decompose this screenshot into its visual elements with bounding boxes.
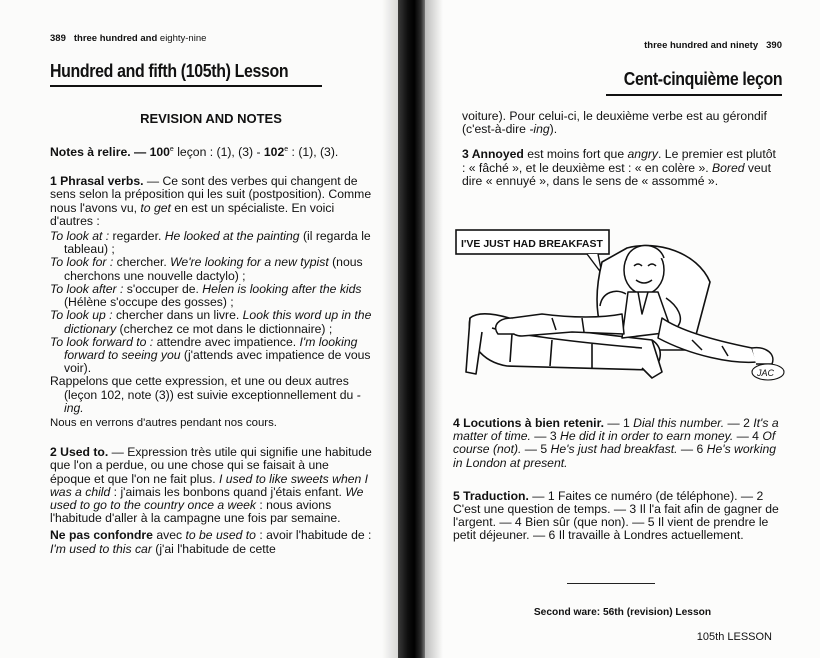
title-underline <box>606 94 782 96</box>
right-body-bottom <box>453 417 785 543</box>
section-heading: REVISION AND NOTES <box>140 111 282 126</box>
phrasal-item: To look forward to : attendre avec impatience. I'm looking forward to seeing you (j'attends avec impatience de vous voir). <box>50 334 371 376</box>
second-wave-note: Second ware: 56th (revision) Lesson <box>533 607 712 618</box>
page-number-words: three hundred and <box>73 33 158 44</box>
phrasal-item: To look up : chercher dans un livre. Look this word up in the dictionary (cherchez ce mot dans le dictionnaire) ; <box>50 308 372 336</box>
phrasal-item: To look after : s'occuper de. Helen is looking after the kids (Hélène s'occupe des gosses) ; <box>50 281 362 310</box>
footer-lesson: 105th LESSON <box>696 631 772 643</box>
page-number: 389 <box>50 33 66 44</box>
left-folio <box>50 33 206 44</box>
artist-signature <box>752 364 784 380</box>
book-gutter <box>398 0 425 658</box>
notes-paragraph: Notes à relire. — 100e leçon : (1), (3) - 102e : (1), (3). <box>50 145 339 160</box>
page-number-words: three hundred and ninety <box>644 40 759 51</box>
speech-bubble <box>456 230 609 274</box>
armchair <box>466 246 710 378</box>
right-body-top <box>462 110 782 188</box>
rappel-paragraph: Rappelons que cette expression, et une ou deux autres (leçon 102, note (3)) est suivie exceptionnellement du -ing. <box>50 374 361 415</box>
left-page-shade <box>382 0 398 658</box>
lesson-title: Cent-cinquième leçon <box>623 68 782 89</box>
phrasal-item: To look at : regarder. He looked at the painting (il regarda le tableau) ; <box>50 229 371 257</box>
signature-text: JAC <box>757 368 775 378</box>
page-number-words-end: eighty-nine <box>157 33 207 44</box>
right-folio <box>644 40 782 51</box>
title-underline <box>50 85 322 87</box>
lesson-title: Hundred and fifth (105th) Lesson <box>50 60 289 81</box>
ne-pas-confondre-paragraph: Ne pas confondre avec to be used to : avoir l'habitude de : I'm used to this car (j'ai l'habitude de cette <box>50 528 372 556</box>
phrasal-verbs-paragraph: 1 Phrasal verbs. — Ce sont des verbes qui changent de sens selon la préposition qui les suit (postposition). Comme nous l'avons vu, to get en est un spécialiste. En voici d'autres : <box>50 174 372 228</box>
right-page-shade <box>425 0 443 658</box>
continuation-paragraph: voiture). Pour celui-ci, le deuxième verbe est au gérondif (c'est-à-dire -ing). <box>462 109 767 137</box>
left-page <box>0 0 398 658</box>
traduction-paragraph: 5 Traduction. — 1 Faites ce numéro (de téléphone). — 2 C'est une question de temps. — 3 Il l'a fait afin de gagner de l'argent. — 4 Bien sûr (que non). — 5 Il vient de prendre le petit déjeuner. — 6 Il travaille à Londres actuellement. <box>453 488 779 543</box>
separator-line <box>567 583 655 584</box>
annoyed-paragraph: 3 Annoyed est moins fort que angry. Le premier est plutôt : « fâché », et le deuxième est : « en colère ». Bored veut dire « ennuyé », dans le sens de « assommé ». <box>462 147 776 188</box>
locutions-paragraph: 4 Locutions à bien retenir. — 1 Dial this number. — 2 It's a matter of time. — 3 He did it in order to earn money. — 4 Of course (not). — 5 He's just had breakfast. — 6 He's working in London at present. <box>453 416 779 470</box>
cartoon-man-in-armchair <box>452 222 788 390</box>
speech-bubble-text: I'VE JUST HAD BREAKFAST <box>461 238 603 250</box>
left-body <box>50 143 372 556</box>
used-to-paragraph: 2 Used to. — Expression très utile qui signifie une habitude que l'on a perdue, ou une chose qui se faisait à une époque et que l'on ne fait plus. I used to like sweets when I was a child : j'aimais les bonbons quand j'étais enfant. We used to go to the country once a week : nous avions l'habitude d'aller à la campagne une fois par semaine. <box>50 445 372 526</box>
verrons-line: Nous en verrons d'autres pendant nos cours. <box>50 416 277 429</box>
page-number: 390 <box>766 40 782 51</box>
phrasal-item: To look for : chercher. We're looking for a new typist (nous cherchons une nouvelle dactylo) ; <box>50 255 363 283</box>
